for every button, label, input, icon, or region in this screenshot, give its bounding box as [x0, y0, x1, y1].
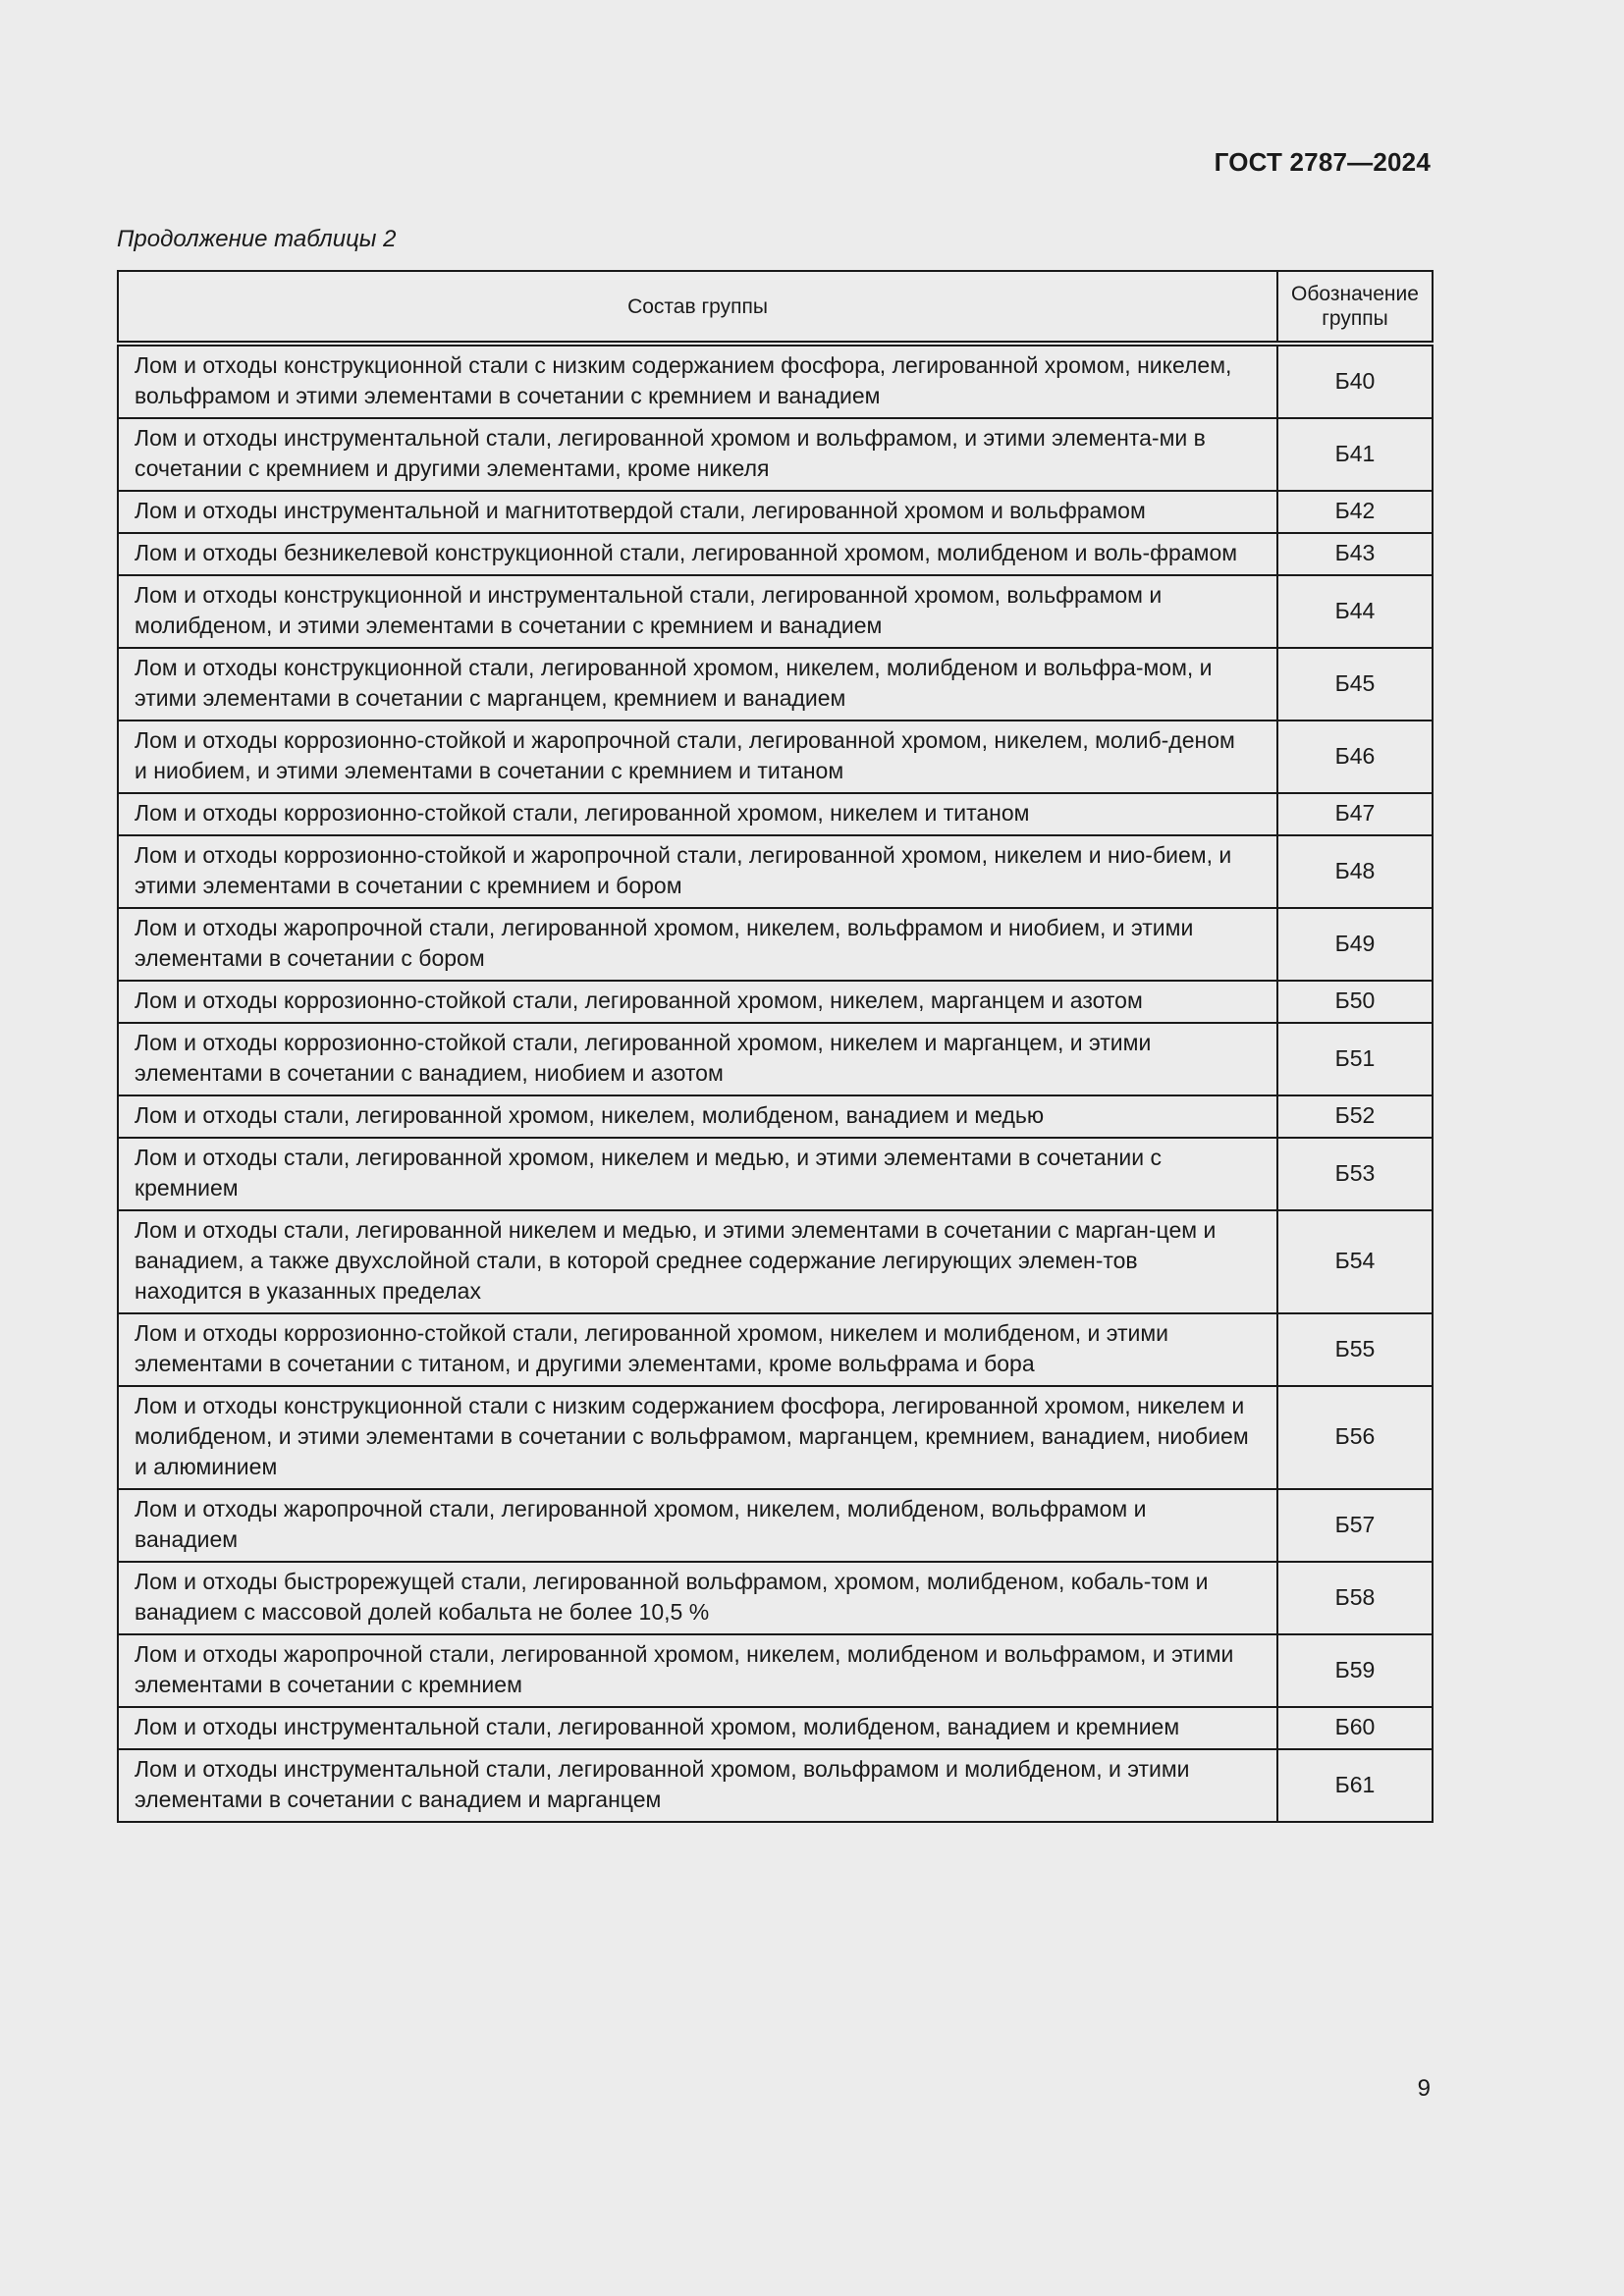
- table-row: [118, 1023, 1433, 1095]
- group-composition-cell: Лом и отходы коррозионно-стойкой стали, легированной хромом, никелем и марганцем, и этими элементами в сочетании с ванадием, ниобием и азотом: [118, 1023, 1277, 1095]
- table-header-row: [118, 271, 1433, 344]
- table-row: [118, 1386, 1433, 1489]
- group-composition-cell: Лом и отходы быстрорежущей стали, легированной вольфрамом, хромом, молибденом, кобаль-том и ванадием с массовой долей кобальта не более 10,5 %: [118, 1562, 1277, 1634]
- group-composition-cell: Лом и отходы коррозионно-стойкой стали, легированной хромом, никелем, марганцем и азотом: [118, 981, 1277, 1023]
- group-designation-cell: Б55: [1277, 1313, 1433, 1386]
- table-body: [118, 344, 1433, 1822]
- group-composition-cell: Лом и отходы стали, легированной хромом, никелем, молибденом, ванадием и медью: [118, 1095, 1277, 1138]
- group-designation-cell: Б52: [1277, 1095, 1433, 1138]
- group-composition-cell: Лом и отходы конструкционной стали с низким содержанием фосфора, легированной хромом, никелем, вольфрамом и этими элементами в сочетании с кремнием и ванадием: [118, 344, 1277, 418]
- table-row: [118, 721, 1433, 793]
- group-designation-cell: Б42: [1277, 491, 1433, 533]
- table-row: [118, 1313, 1433, 1386]
- group-composition-cell: Лом и отходы жаропрочной стали, легированной хромом, никелем, вольфрамом и ниобием, и этими элементами в сочетании с бором: [118, 908, 1277, 981]
- group-designation-cell: Б56: [1277, 1386, 1433, 1489]
- group-designation-cell: Б57: [1277, 1489, 1433, 1562]
- group-composition-table: [117, 270, 1434, 1823]
- group-composition-cell: Лом и отходы конструкционной стали с низким содержанием фосфора, легированной хромом, никелем и молибденом, и этими элементами в сочетании с вольфрамом, марганцем, кремнием, ванадием, ниобием и алюминием: [118, 1386, 1277, 1489]
- group-designation-cell: Б58: [1277, 1562, 1433, 1634]
- group-designation-cell: Б50: [1277, 981, 1433, 1023]
- group-composition-cell: Лом и отходы коррозионно-стойкой и жаропрочной стали, легированной хромом, никелем и нио-бием, и этими элементами в сочетании с кремнием и бором: [118, 835, 1277, 908]
- group-composition-cell: Лом и отходы конструкционной стали, легированной хромом, никелем, молибденом и вольфра-мом, и этими элементами в сочетании с марганцем, кремнием и ванадием: [118, 648, 1277, 721]
- group-designation-cell: Б49: [1277, 908, 1433, 981]
- document-standard-number: ГОСТ 2787—2024: [1214, 147, 1431, 177]
- group-designation-cell: Б43: [1277, 533, 1433, 575]
- group-designation-cell: Б46: [1277, 721, 1433, 793]
- group-composition-cell: Лом и отходы жаропрочной стали, легированной хромом, никелем, молибденом, вольфрамом и ванадием: [118, 1489, 1277, 1562]
- group-composition-cell: Лом и отходы стали, легированной хромом, никелем и медью, и этими элементами в сочетании с кремнием: [118, 1138, 1277, 1210]
- table-row: [118, 835, 1433, 908]
- group-composition-cell: Лом и отходы коррозионно-стойкой и жаропрочной стали, легированной хромом, никелем, молиб-деном и ниобием, и этими элементами в сочетании с кремнием и титаном: [118, 721, 1277, 793]
- table-row: [118, 418, 1433, 491]
- group-designation-cell: Б40: [1277, 344, 1433, 418]
- group-designation-cell: Б41: [1277, 418, 1433, 491]
- group-designation-cell: Б44: [1277, 575, 1433, 648]
- group-composition-cell: Лом и отходы стали, легированной никелем и медью, и этими элементами в сочетании с марган-цем и ванадием, а также двухслойной стали, в которой среднее содержание легирующих элемен-тов находится в указанных пределах: [118, 1210, 1277, 1313]
- table-row: [118, 1489, 1433, 1562]
- table-row: [118, 1707, 1433, 1749]
- page-number: 9: [1417, 2075, 1431, 2102]
- group-designation-cell: Б54: [1277, 1210, 1433, 1313]
- table-row: [118, 981, 1433, 1023]
- group-composition-cell: Лом и отходы конструкционной и инструментальной стали, легированной хромом, вольфрамом и молибденом, и этими элементами в сочетании с кремнием и ванадием: [118, 575, 1277, 648]
- table-row: [118, 575, 1433, 648]
- table-row: [118, 1634, 1433, 1707]
- group-designation-cell: Б45: [1277, 648, 1433, 721]
- group-designation-cell: Б53: [1277, 1138, 1433, 1210]
- table-continuation-caption: Продолжение таблицы 2: [117, 226, 397, 252]
- group-composition-cell: Лом и отходы инструментальной стали, легированной хромом и вольфрамом, и этими элемента-ми в сочетании с кремнием и другими элементами, кроме никеля: [118, 418, 1277, 491]
- group-designation-cell: Б47: [1277, 793, 1433, 835]
- table-row: [118, 793, 1433, 835]
- group-composition-cell: Лом и отходы инструментальной стали, легированной хромом, молибденом, ванадием и кремнием: [118, 1707, 1277, 1749]
- table-row: [118, 1749, 1433, 1822]
- group-composition-cell: Лом и отходы инструментальной стали, легированной хромом, вольфрамом и молибденом, и этими элементами в сочетании с ванадием и марганцем: [118, 1749, 1277, 1822]
- table-row: [118, 533, 1433, 575]
- group-composition-cell: Лом и отходы инструментальной и магнитотвердой стали, легированной хромом и вольфрамом: [118, 491, 1277, 533]
- column-header-designation: Обозначение группы: [1277, 271, 1433, 344]
- group-composition-cell: Лом и отходы коррозионно-стойкой стали, легированной хромом, никелем и молибденом, и этими элементами в сочетании с титаном, и другими элементами, кроме вольфрама и бора: [118, 1313, 1277, 1386]
- table-row: [118, 648, 1433, 721]
- group-composition-cell: Лом и отходы коррозионно-стойкой стали, легированной хромом, никелем и титаном: [118, 793, 1277, 835]
- group-composition-cell: Лом и отходы безникелевой конструкционной стали, легированной хромом, молибденом и воль-фрамом: [118, 533, 1277, 575]
- table-row: [118, 1562, 1433, 1634]
- table-row: [118, 908, 1433, 981]
- table-row: [118, 491, 1433, 533]
- group-designation-cell: Б60: [1277, 1707, 1433, 1749]
- table-row: [118, 1210, 1433, 1313]
- table-row: [118, 1095, 1433, 1138]
- column-header-composition: Состав группы: [118, 271, 1277, 344]
- group-designation-cell: Б59: [1277, 1634, 1433, 1707]
- group-designation-cell: Б61: [1277, 1749, 1433, 1822]
- group-designation-cell: Б51: [1277, 1023, 1433, 1095]
- table-row: [118, 1138, 1433, 1210]
- group-composition-cell: Лом и отходы жаропрочной стали, легированной хромом, никелем, молибденом и вольфрамом, и этими элементами в сочетании с кремнием: [118, 1634, 1277, 1707]
- table-row: [118, 344, 1433, 418]
- group-designation-cell: Б48: [1277, 835, 1433, 908]
